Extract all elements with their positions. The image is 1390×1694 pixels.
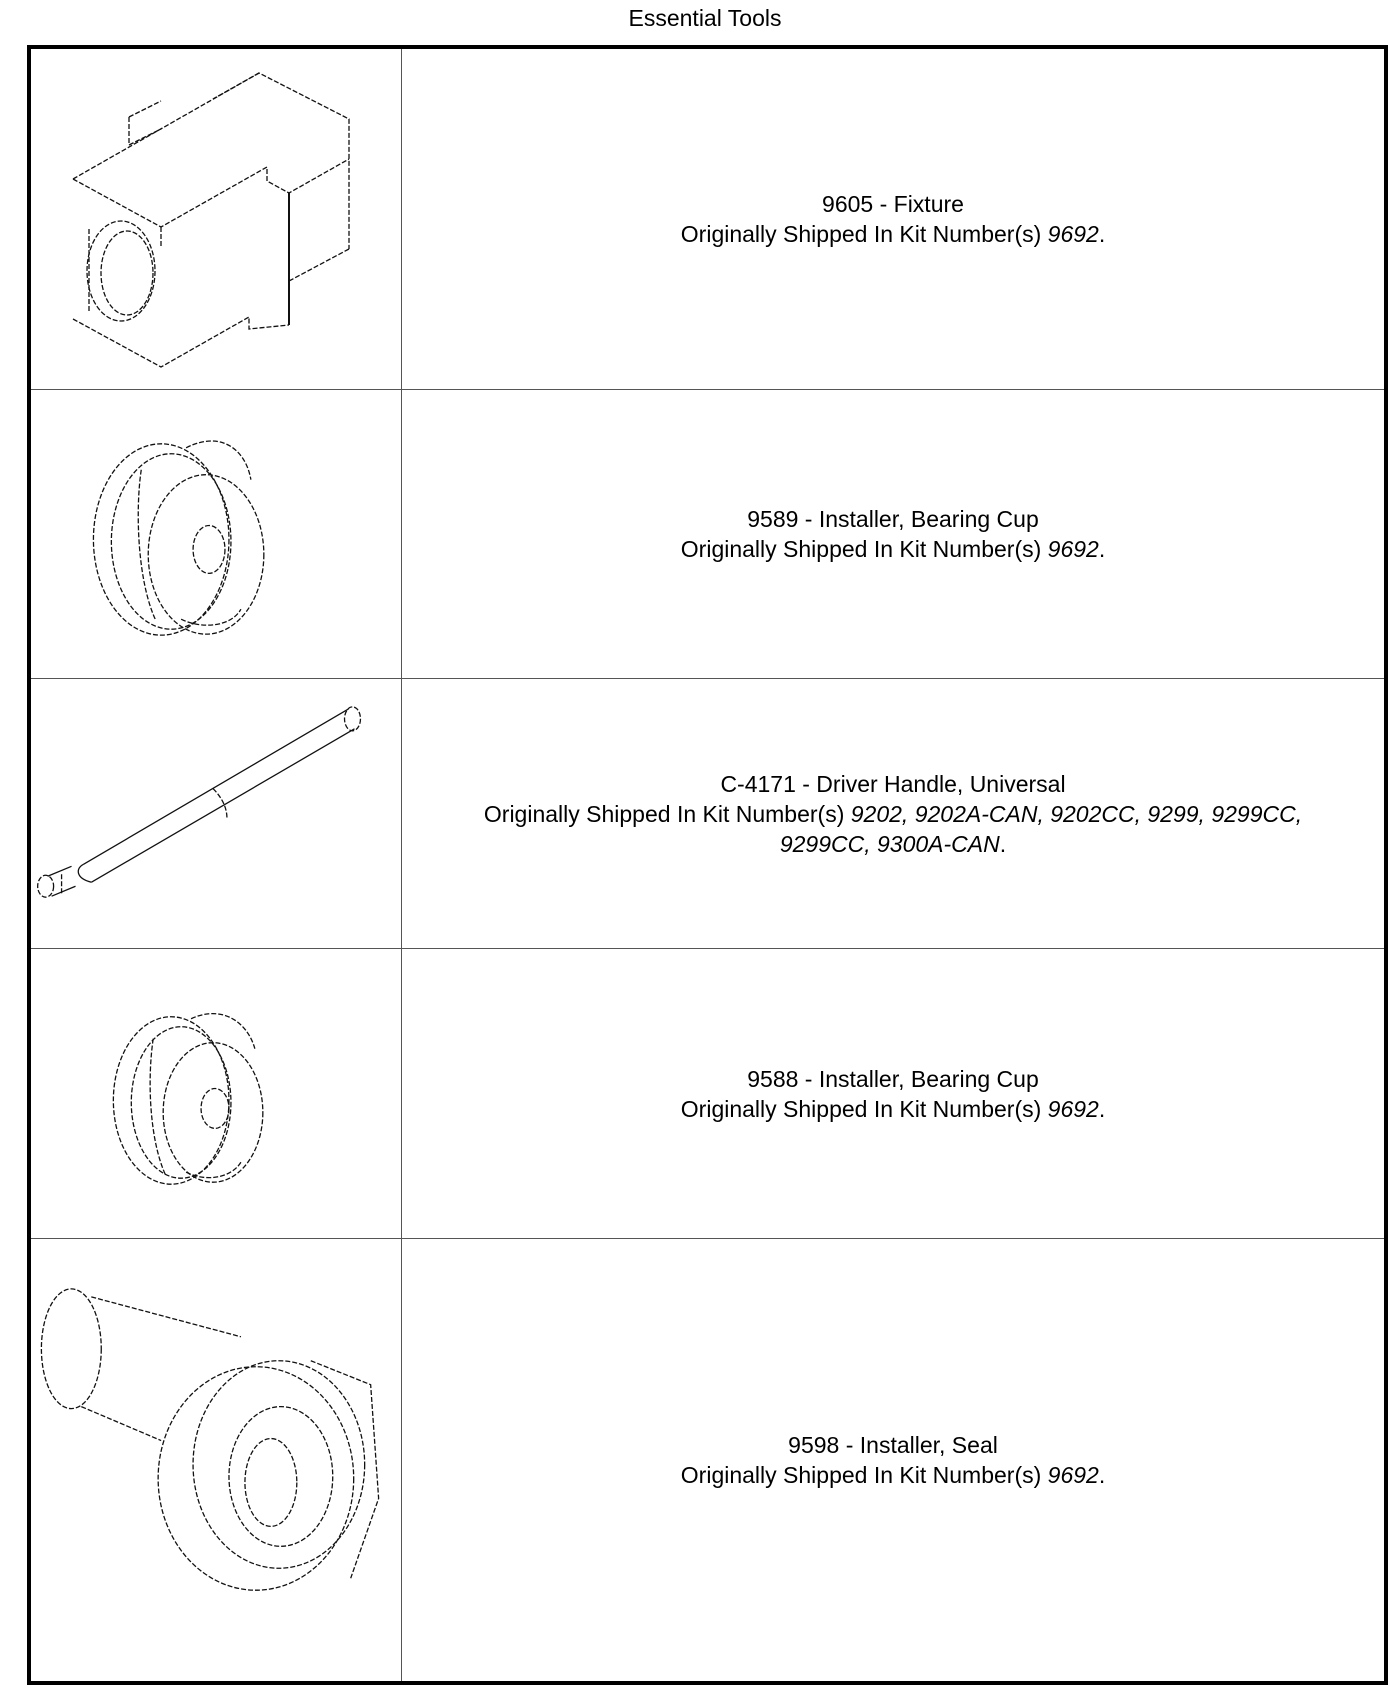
tool-description: [681, 504, 1105, 564]
tool-image-cell: [31, 390, 402, 678]
tool-description-cell: [402, 49, 1384, 389]
tool-description: [681, 189, 1105, 249]
tool-row-9588: [31, 948, 1384, 1238]
tool-shipped-kits: Originally Shipped In Kit Number(s) 9692.: [680, 221, 1106, 247]
tool-description-cell: [402, 390, 1384, 678]
tool-row-9605: [31, 49, 1384, 389]
tool-row-9589: [31, 389, 1384, 678]
tool-shipped-kits: Originally Shipped In Kit Number(s) 9692.: [680, 1095, 1106, 1122]
tool-row-9598: [31, 1238, 1384, 1681]
kit-numbers: 9202, 9202A-CAN, 9202CC, 9299, 9299CC, 9299CC, 9300A-CAN: [779, 800, 1303, 857]
tool-image-cell: [31, 949, 402, 1238]
tool-title: 9589 - Installer, Bearing Cup: [747, 506, 1039, 532]
tools-table: [27, 45, 1388, 1685]
tool-title: 9605 - Fixture: [822, 191, 964, 217]
tool-image-cell: [31, 1239, 402, 1681]
seal-installer-drawing-icon: [31, 1239, 402, 1681]
tool-description-cell: [402, 1239, 1384, 1681]
tool-row-c4171: [31, 678, 1384, 948]
kit-numbers: 9692: [1047, 221, 1099, 247]
fixture-drawing-icon: [31, 49, 402, 389]
tool-description: [681, 1064, 1105, 1124]
kit-numbers: 9692: [1047, 536, 1099, 562]
tool-description: [681, 1430, 1105, 1490]
bearing-cup-installer-drawing-icon: [31, 390, 402, 678]
kit-numbers: 9692: [1047, 1095, 1099, 1122]
tool-description-cell: [402, 949, 1384, 1238]
tool-description-cell: [402, 679, 1384, 948]
tool-shipped-kits: Originally Shipped In Kit Number(s) 9202, 9202A-CAN, 9202CC, 9299, 9299CC, 9299CC, 9300A-CAN.: [483, 800, 1303, 857]
tool-shipped-kits: Originally Shipped In Kit Number(s) 9692.: [680, 536, 1106, 562]
page-title: Essential Tools: [628, 5, 782, 31]
tool-title: 9588 - Installer, Bearing Cup: [747, 1065, 1039, 1092]
kit-numbers: 9692: [1047, 1462, 1099, 1488]
tool-shipped-kits: Originally Shipped In Kit Number(s) 9692.: [680, 1462, 1106, 1488]
tool-image-cell: [31, 49, 402, 389]
tool-description: [443, 769, 1343, 859]
tool-title: C-4171 - Driver Handle, Universal: [720, 770, 1066, 797]
tool-image-cell: [31, 679, 402, 948]
driver-handle-drawing-icon: [31, 679, 402, 948]
bearing-cup-installer-drawing-icon: [31, 949, 402, 1238]
tool-title: 9598 - Installer, Seal: [788, 1432, 998, 1458]
